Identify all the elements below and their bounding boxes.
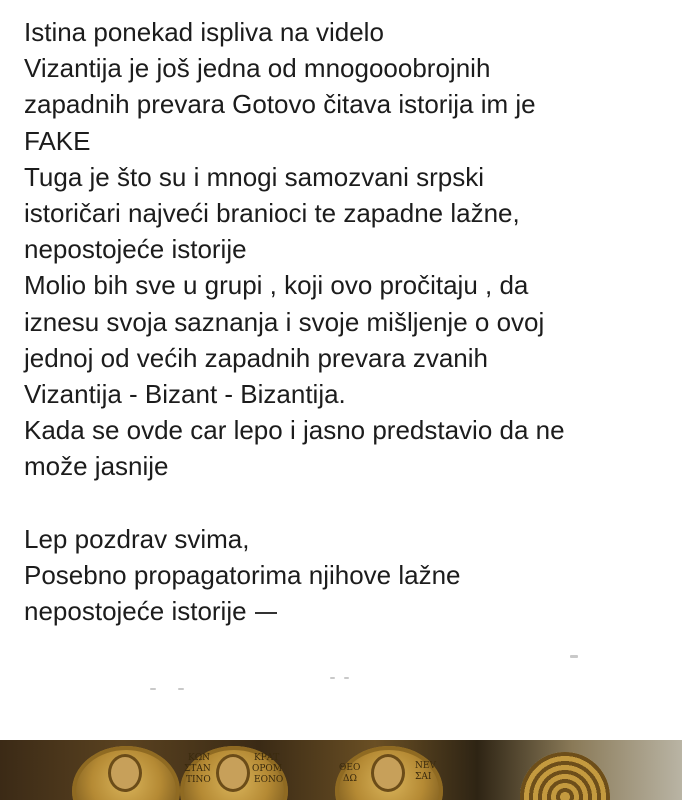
post-line: nepostojeće istorije — [24, 234, 247, 265]
post-line: FAKE — [24, 125, 91, 156]
spiral-coil — [520, 752, 610, 800]
post-line: Lep pozdrav svima, — [24, 523, 250, 554]
post-line: zapadnih prevara Gotovo čitava istorija im je — [24, 89, 536, 120]
inscription: ΣΑΙ — [415, 772, 432, 782]
medallion-left — [72, 746, 180, 800]
post-line-blank — [24, 485, 674, 521]
speck — [330, 677, 335, 679]
saint-portrait-icon — [108, 754, 142, 792]
inscription: ΔΩ — [343, 774, 357, 784]
inscription: ΟΡΟΜ — [252, 764, 283, 774]
post-line: Kada se ovde car lepo i jasno predstavio da ne — [24, 415, 565, 446]
figure-portrait-icon — [371, 754, 405, 792]
post-line: Tuga je što su i mnogi samozvani srpski — [24, 161, 485, 192]
emperor-portrait-icon — [216, 754, 250, 792]
post-line: jednoj od većih zapadnih prevara zvanih — [24, 342, 488, 373]
post-line: Molio bih sve u grupi , koji ovo pročitaju , da — [24, 270, 529, 301]
inscription: ΘΕΟ — [339, 763, 361, 773]
post-line: može jasnije — [24, 451, 169, 482]
post-line: iznesu svoja saznanja i svoje mišljenje o ovoj — [24, 306, 545, 337]
inscription: ΕΟΝΟ — [254, 775, 284, 785]
post-line: Vizantija - Bizant - Bizantija. — [24, 379, 346, 410]
post-line: istoričari najveći branioci te zapadne lažne, — [24, 198, 520, 229]
inscription: ΤΙΝΟ — [186, 775, 211, 785]
speck — [178, 688, 184, 690]
post-photo[interactable] — [0, 740, 682, 800]
emoji-placeholder-dash — [255, 612, 277, 614]
medallion-center — [180, 746, 288, 800]
medallion-right — [335, 746, 443, 800]
post-text — [24, 14, 674, 629]
speck — [570, 655, 578, 658]
inscription: ΝΕV — [415, 761, 436, 771]
post-line: Istina ponekad ispliva na videlo — [24, 17, 384, 47]
post-line-text: nepostojeće istorije — [24, 596, 247, 627]
inscription: ΚΩΝ — [188, 753, 211, 763]
speck — [344, 677, 349, 679]
inscription: ΚΡΑΤ — [254, 753, 280, 763]
inscription: ΣΤΑΝ — [184, 764, 211, 774]
post-line: Posebno propagatorima njihove lažne — [24, 560, 461, 591]
post-line-last — [24, 593, 674, 629]
speck — [150, 688, 156, 690]
post-line: Vizantija je još jedna od mnogooobrojnih — [24, 53, 491, 84]
